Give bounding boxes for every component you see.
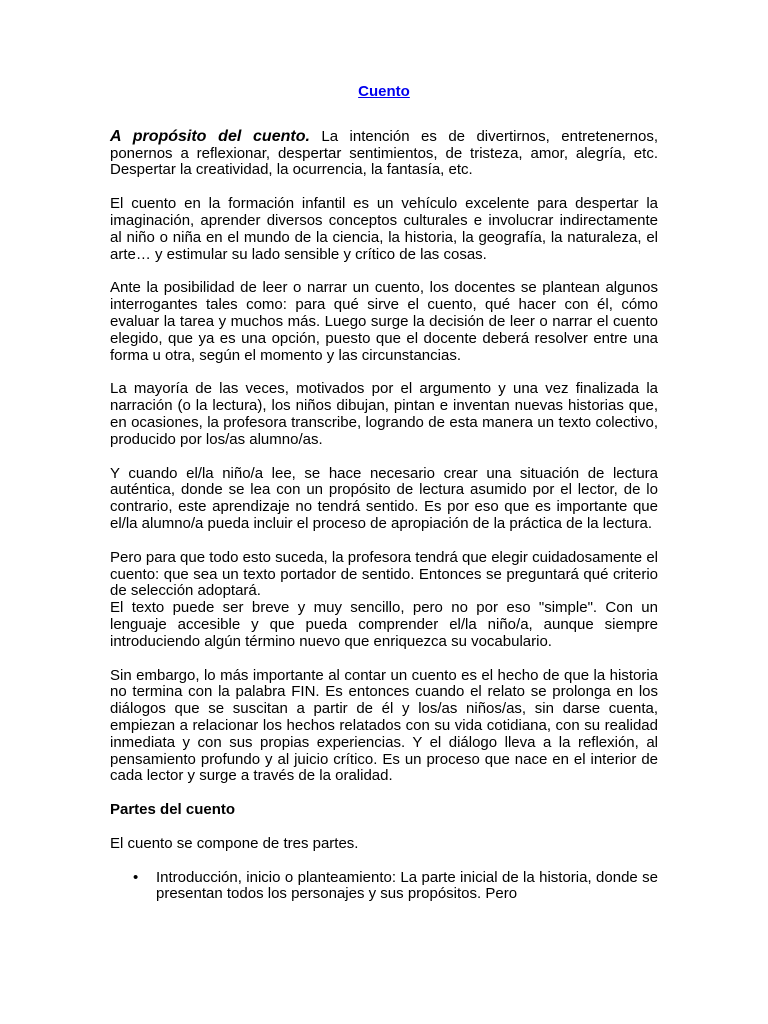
- section-heading: Partes del cuento: [110, 801, 236, 819]
- parts-list: [110, 870, 658, 904]
- paragraph-texto-breve: El texto puede ser breve y muy sencillo, pero no por eso "simple". Con un lenguaje accesible y que pueda comprender el/la niño/a, aunque siempre introduciendo algún término nuevo que enriquezca su vocabulario.: [110, 599, 658, 650]
- paragraph-mayoria-veces: La mayoría de las veces, motivados por el argumento y una vez finalizada la narración (o la lectura), los niños dibujan, pintan e inventan nuevas historias que, en ocasiones, la profesora transcribe, logrando de esta manera un texto colectivo, producido por los/as alumno/as.: [110, 380, 658, 448]
- paragraph-elegir-cuento: Pero para que todo esto suceda, la profesora tendrá que elegir cuidadosamente el cuento: que sea un texto portador de sentido. Entonces se preguntará qué criterio de selección adoptará.: [110, 548, 658, 600]
- paragraph-sin-embargo: Sin embargo, lo más importante al contar un cuento es el hecho de que la historia no termina con la palabra FIN. Es entonces cuando el relato se prolonga en los diálogos que se suscitan a partir de él y los/as niños/as, sin darse cuenta, empiezan a relacionar los hechos relatados con su vida cotidiana, con su realidad inmediata y con sus propias experiencias. Y el diálogo lleva a la reflexión, al pensamiento profundo y al juicio crítico. Es un proceso que nace en el interior de cada lector y surge a través de la oralidad.: [110, 666, 658, 785]
- intro-lead: A propósito del cuento.: [110, 127, 310, 145]
- intro-paragraph: [110, 129, 658, 179]
- intro-text: La intención es de divertirnos, entretenernos, ponernos a reflexionar, despertar sentimientos, de tristeza, amor, alegría, etc. Despertar la creatividad, la ocurrencia, la fantasía, etc.: [110, 127, 658, 179]
- title-container: [110, 84, 658, 101]
- paragraph-leer-o-narrar: Ante la posibilidad de leer o narrar un cuento, los docentes se plantean algunos interrogantes tales como: para qué sirve el cuento, qué hacer con él, cómo evaluar la tarea y muchos más. Luego surge la decisión de leer o narrar el cuento elegido, que ya es una opción, puesto que el docente deberá resolver entre una forma u otra, según el momento y las circunstancias.: [110, 279, 658, 364]
- paragraph-nino-lee: Y cuando el/la niño/a lee, se hace necesario crear una situación de lectura auténtica, donde se lea con un propósito de lectura asumido por el lector, de lo contrario, este aprendizaje no tendrá sentido. Es por eso que es importante que el/la alumno/a pueda incluir el proceso de apropiación de la práctica de la lectura.: [110, 464, 658, 532]
- document-title-link[interactable]: Cuento: [358, 83, 410, 100]
- document-page: [110, 84, 658, 903]
- section-intro: El cuento se compone de tres partes.: [110, 834, 359, 852]
- paragraph-formacion-infantil: El cuento en la formación infantil es un vehículo excelente para despertar la imaginación, aprender diversos conceptos culturales e involucrar indirectamente al niño o niña en el mundo de la ciencia, la historia, la geografía, la naturaleza, el arte… y estimular su lado sensible y crítico de las cosas.: [110, 195, 658, 263]
- list-item: • Introducción, inicio o planteamiento: La parte inicial de la historia, donde se presentan todos los personajes y sus propósitos. Pero: [156, 870, 658, 904]
